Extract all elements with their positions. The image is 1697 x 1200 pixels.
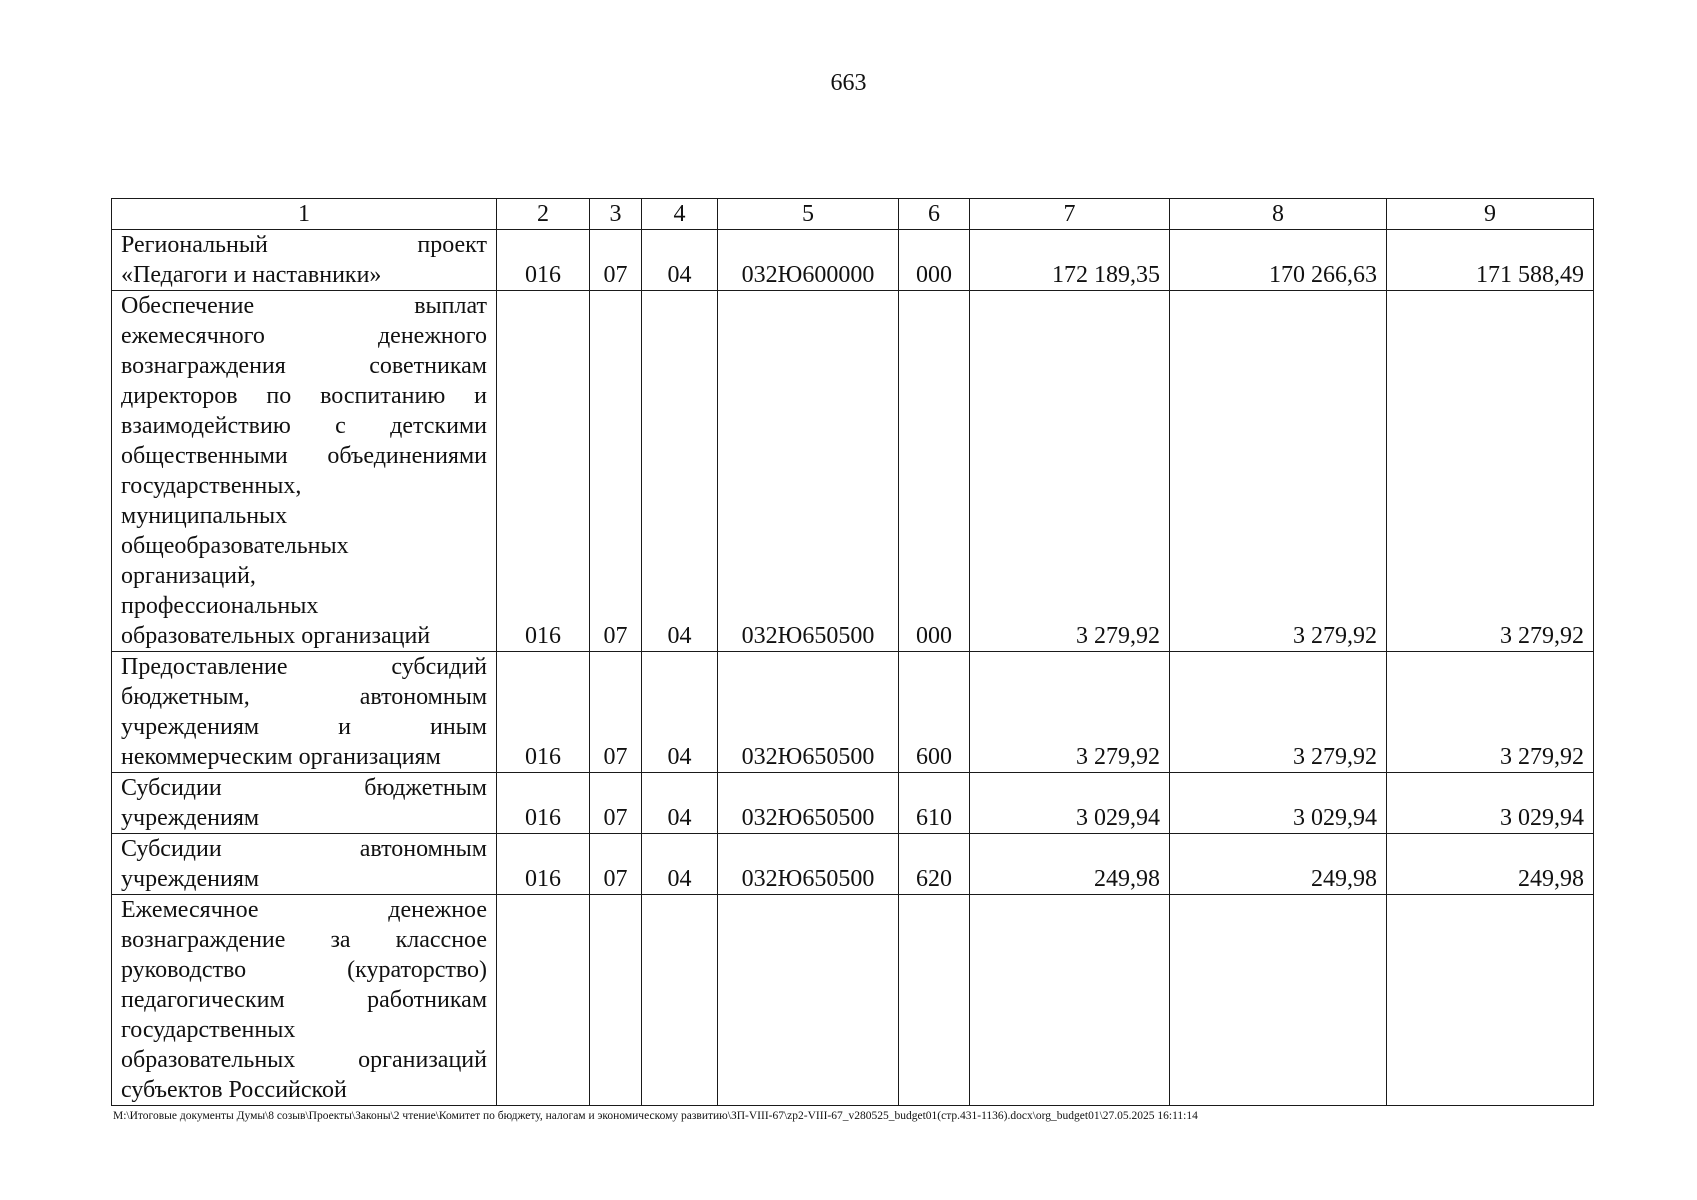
amount-col8-cell — [1170, 895, 1387, 1106]
expense-type-cell: 600 — [899, 652, 970, 773]
amount-col7-cell: 3 029,94 — [970, 773, 1170, 834]
amount-col8-cell: 3 279,92 — [1170, 652, 1387, 773]
row-name-line: общественными объединениями — [121, 443, 487, 469]
amount-col9-cell: 249,98 — [1387, 834, 1594, 895]
expense-type-cell: 000 — [899, 230, 970, 291]
row-name-line: Субсидии бюджетным — [121, 775, 487, 801]
row-name-line: образовательных организаций — [121, 1047, 487, 1073]
col-header-8: 8 — [1170, 199, 1387, 230]
row-name-cell — [112, 230, 497, 291]
target-article-cell: 032Ю650500 — [718, 773, 899, 834]
row-name-line: вознаграждение за классное — [121, 927, 487, 953]
amount-col8-cell: 249,98 — [1170, 834, 1387, 895]
amount-col9-cell — [1387, 895, 1594, 1106]
table-body — [112, 199, 1594, 1106]
row-name-line: учреждениям — [121, 866, 260, 892]
table-row — [112, 652, 1594, 773]
row-name-line: государственных, — [121, 473, 302, 499]
target-article-cell — [718, 895, 899, 1106]
amount-col9-cell: 3 029,94 — [1387, 773, 1594, 834]
amount-col8-cell: 170 266,63 — [1170, 230, 1387, 291]
table-row — [112, 291, 1594, 652]
row-name-line: Региональный проект — [121, 232, 487, 258]
expense-type-cell: 000 — [899, 291, 970, 652]
ministry-code-cell: 016 — [497, 773, 590, 834]
col-header-9: 9 — [1387, 199, 1594, 230]
header-row — [112, 199, 1594, 230]
amount-col9-cell: 171 588,49 — [1387, 230, 1594, 291]
col-header-2: 2 — [497, 199, 590, 230]
row-name-line: учреждениям — [121, 805, 260, 831]
row-name-cell — [112, 652, 497, 773]
ministry-code-cell: 016 — [497, 834, 590, 895]
row-name-line: некоммерческим организациям — [121, 744, 441, 770]
expense-type-cell — [899, 895, 970, 1106]
expense-type-cell: 620 — [899, 834, 970, 895]
col-header-3: 3 — [590, 199, 642, 230]
table-row — [112, 773, 1594, 834]
expense-type-cell: 610 — [899, 773, 970, 834]
row-name-line: ежемесячного денежного — [121, 323, 487, 349]
section-code-cell: 07 — [590, 773, 642, 834]
section-code-cell: 07 — [590, 291, 642, 652]
amount-col9-cell: 3 279,92 — [1387, 291, 1594, 652]
document-file-path: M:\Итоговые документы Думы\8 созыв\Проекты\Законы\2 чтение\Комитет по бюджету, налогам и экономическому развитию\ЗП-VIII-67\zp2-VIII-67_v280525_budget01(стр.431-1136).docx\org_budget01\27.05.2025 16:11:14 — [113, 1110, 1198, 1122]
amount-col8-cell: 3 279,92 — [1170, 291, 1387, 652]
row-name-cell — [112, 895, 497, 1106]
amount-col7-cell: 249,98 — [970, 834, 1170, 895]
section-code-cell: 07 — [590, 834, 642, 895]
row-name-cell — [112, 834, 497, 895]
col-header-1: 1 — [112, 199, 497, 230]
col-header-6: 6 — [899, 199, 970, 230]
page-number: 663 — [830, 70, 867, 96]
budget-table — [111, 198, 1594, 1106]
col-header-7: 7 — [970, 199, 1170, 230]
row-name-line: руководство (кураторство) — [121, 957, 487, 983]
section-code-cell: 07 — [590, 230, 642, 291]
row-name-line: субъектов Российской — [121, 1077, 347, 1103]
col-header-5: 5 — [718, 199, 899, 230]
ministry-code-cell — [497, 895, 590, 1106]
amount-col7-cell: 3 279,92 — [970, 291, 1170, 652]
target-article-cell: 032Ю600000 — [718, 230, 899, 291]
col-header-4: 4 — [642, 199, 718, 230]
row-name-line: бюджетным, автономным — [121, 684, 487, 710]
ministry-code-cell: 016 — [497, 652, 590, 773]
row-name-cell — [112, 291, 497, 652]
row-name-line: педагогическим работникам — [121, 987, 487, 1013]
table-row — [112, 834, 1594, 895]
amount-col7-cell — [970, 895, 1170, 1106]
target-article-cell: 032Ю650500 — [718, 291, 899, 652]
target-article-cell: 032Ю650500 — [718, 834, 899, 895]
row-name-line: образовательных организаций — [121, 623, 431, 649]
subsection-code-cell: 04 — [642, 773, 718, 834]
row-name-line: «Педагоги и наставники» — [121, 262, 382, 288]
row-name-line: Предоставление субсидий — [121, 654, 487, 680]
subsection-code-cell: 04 — [642, 291, 718, 652]
row-name-line: Субсидии автономным — [121, 836, 487, 862]
row-name-line: организаций, — [121, 563, 256, 589]
row-name-line: Обеспечение выплат — [121, 293, 487, 319]
row-name-line: профессиональных — [121, 593, 319, 619]
subsection-code-cell: 04 — [642, 834, 718, 895]
subsection-code-cell: 04 — [642, 230, 718, 291]
table-row — [112, 895, 1594, 1106]
amount-col7-cell: 172 189,35 — [970, 230, 1170, 291]
subsection-code-cell: 04 — [642, 652, 718, 773]
row-name-line: государственных — [121, 1017, 296, 1043]
section-code-cell — [590, 895, 642, 1106]
ministry-code-cell: 016 — [497, 291, 590, 652]
table-row — [112, 230, 1594, 291]
row-name-cell — [112, 773, 497, 834]
row-name-line: взаимодействию с детскими — [121, 413, 487, 439]
section-code-cell: 07 — [590, 652, 642, 773]
ministry-code-cell: 016 — [497, 230, 590, 291]
subsection-code-cell — [642, 895, 718, 1106]
amount-col9-cell: 3 279,92 — [1387, 652, 1594, 773]
row-name-line: Ежемесячное денежное — [121, 897, 487, 923]
amount-col7-cell: 3 279,92 — [970, 652, 1170, 773]
row-name-line: вознаграждения советникам — [121, 353, 487, 379]
amount-col8-cell: 3 029,94 — [1170, 773, 1387, 834]
row-name-line: муниципальных — [121, 503, 288, 529]
row-name-line: директоров по воспитанию и — [121, 383, 487, 409]
row-name-line: общеобразовательных — [121, 533, 349, 559]
row-name-line: учреждениям и иным — [121, 714, 487, 740]
target-article-cell: 032Ю650500 — [718, 652, 899, 773]
